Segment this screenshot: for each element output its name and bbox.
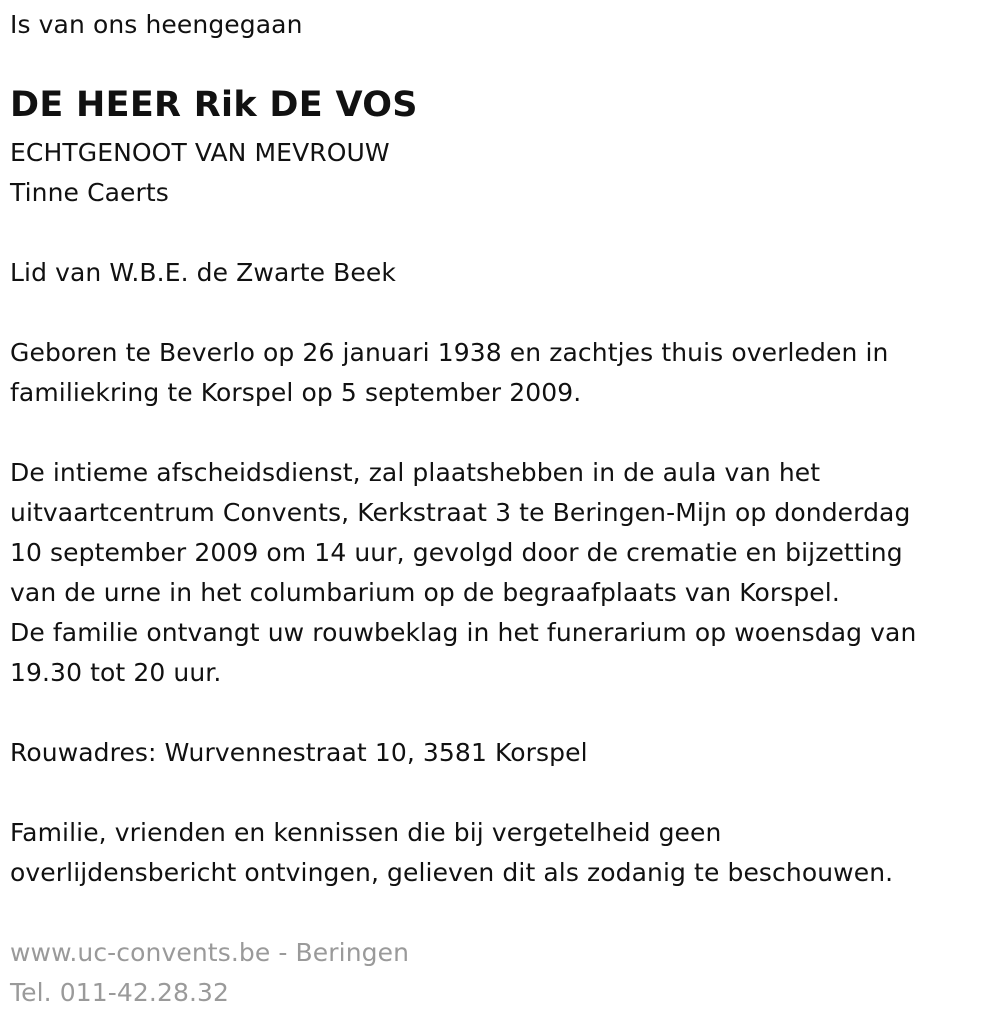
death-notice <box>10 0 995 1024</box>
spouse-name: Tinne Caerts <box>10 178 169 207</box>
footer-website: www.uc-convents.be - Beringen <box>10 938 410 967</box>
address-text: Rouwadres: Wurvennestraat 10, 3581 Korspel <box>10 738 588 767</box>
ceremony-line-2: uitvaartcentrum Convents, Kerkstraat 3 te Beringen-Mijn op donderdag <box>10 498 911 527</box>
intro-text: Is van ons heengegaan <box>10 10 303 39</box>
deceased-name: DE HEER Rik DE VOS <box>10 85 418 125</box>
footer-phone: Tel. 011-42.28.32 <box>10 978 230 1007</box>
ceremony-line-1: De intieme afscheidsdienst, zal plaatshebben in de aula van het <box>10 458 821 487</box>
notice-line-2: overlijdensbericht ontvingen, gelieven dit als zodanig te beschouwen. <box>10 858 894 887</box>
notice-line-1: Familie, vrienden en kennissen die bij vergetelheid geen <box>10 818 722 847</box>
relation-text: ECHTGENOOT VAN MEVROUW <box>10 138 390 167</box>
membership-text: Lid van W.B.E. de Zwarte Beek <box>10 258 396 287</box>
ceremony-line-3: 10 september 2009 om 14 uur, gevolgd door de crematie en bijzetting <box>10 538 903 567</box>
birth-death-line-1: Geboren te Beverlo op 26 januari 1938 en zachtjes thuis overleden in <box>10 338 889 367</box>
ceremony-line-6: 19.30 tot 20 uur. <box>10 658 222 687</box>
birth-death-line-2: familiekring te Korspel op 5 september 2009. <box>10 378 582 407</box>
ceremony-line-5: De familie ontvangt uw rouwbeklag in het funerarium op woensdag van <box>10 618 917 647</box>
ceremony-line-4: van de urne in het columbarium op de begraafplaats van Korspel. <box>10 578 840 607</box>
